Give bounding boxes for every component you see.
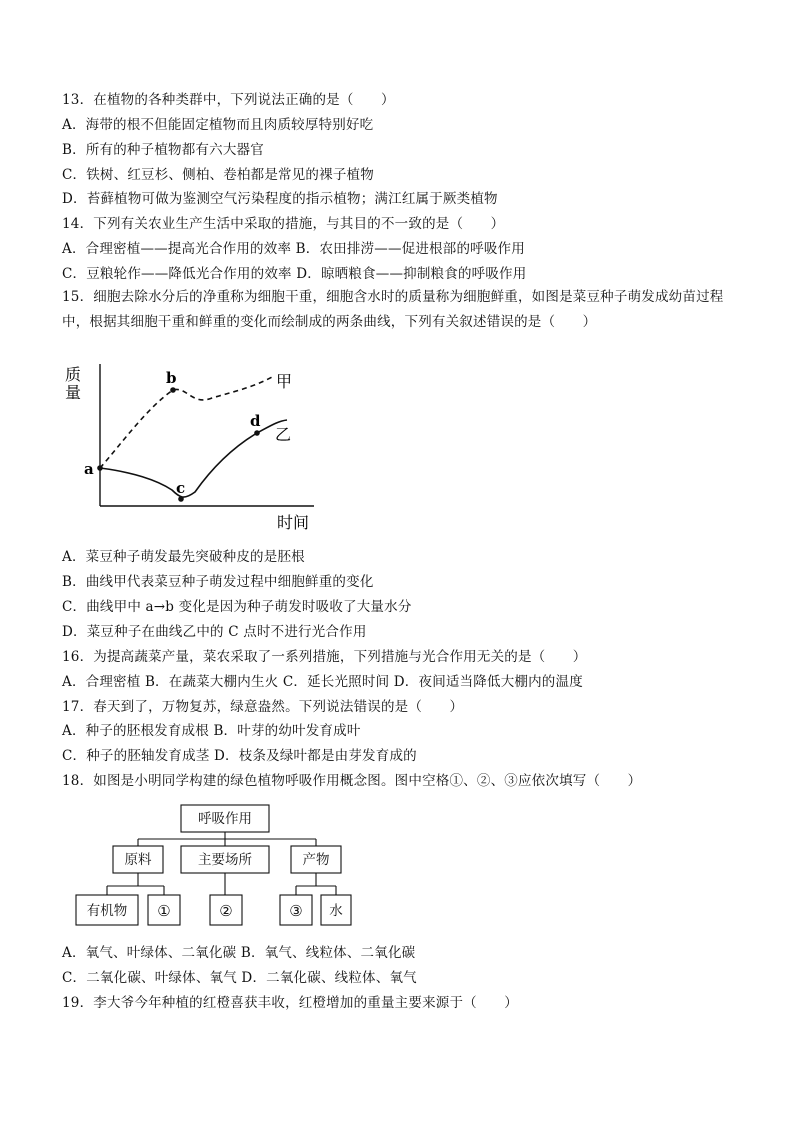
node-products-label: 产物 bbox=[302, 852, 330, 868]
q17-option-cd: C．种子的胚轴发育成茎 D．枝条及绿叶都是由芽发育成的 bbox=[62, 748, 417, 764]
q14-stem: 14．下列有关农业生产生活中采取的措施，与其目的不一致的是（ ） bbox=[62, 216, 505, 232]
leaf-blank-3-label: ③ bbox=[289, 902, 303, 920]
q18-stem: 18．如图是小明同学构建的绿色植物呼吸作用概念图。图中空格①、②、③应依次填写（ ） bbox=[62, 773, 642, 789]
q15-option-d: D．菜豆种子在曲线乙中的 C 点时不进行光合作用 bbox=[62, 624, 367, 640]
q15-figure bbox=[62, 348, 332, 538]
y-axis-label: 质量 bbox=[62, 366, 82, 402]
leaf-organic-matter-label: 有机物 bbox=[86, 903, 128, 919]
q18-concept-diagram bbox=[70, 800, 370, 932]
x-axis-label: 时间 bbox=[277, 513, 310, 532]
node-root-label: 呼吸作用 bbox=[198, 811, 252, 827]
q13-stem: 13．在植物的各种类群中，下列说法正确的是（ ） bbox=[62, 92, 395, 108]
point-a bbox=[97, 465, 103, 471]
series-label-yi: 乙 bbox=[275, 425, 292, 444]
q13-option-b: B．所有的种子植物都有六大器官 bbox=[62, 142, 264, 158]
leaf-water-label: 水 bbox=[329, 903, 343, 919]
q16-options: A．合理密植 B．在蔬菜大棚内生火 C．延长光照时间 D．夜间适当降低大棚内的温度 bbox=[62, 674, 583, 690]
q18-option-cd: C．二氧化碳、叶绿体、氧气 D．二氧化碳、线粒体、氧气 bbox=[62, 970, 417, 986]
q15-option-a: A．菜豆种子萌发最先突破种皮的是胚根 bbox=[62, 549, 305, 565]
q15-stem: 15．细胞去除水分后的净重称为细胞干重，细胞含水时的质量称为细胞鲜重，如图是菜豆种子萌发成幼苗过程中，根据其细胞干重和鲜重的变化而绘制成的两条曲线，下列有关叙述错误的是（ ） bbox=[62, 289, 724, 330]
q17-option-ab: A．种子的胚根发育成根 B．叶芽的幼叶发育成叶 bbox=[62, 723, 361, 739]
label-c: c bbox=[176, 479, 186, 497]
series-line-jia bbox=[100, 376, 274, 468]
series-label-jia: 甲 bbox=[276, 372, 293, 391]
label-b: b bbox=[166, 369, 177, 387]
q15-option-c: C．曲线甲中 a→b 变化是因为种子萌发时吸收了大量水分 bbox=[62, 599, 412, 615]
q15-option-b: B．曲线甲代表菜豆种子萌发过程中细胞鲜重的变化 bbox=[62, 574, 374, 590]
q13-option-d: D．苔藓植物可做为鉴测空气污染程度的指示植物；满江红属于厥类植物 bbox=[62, 191, 498, 207]
node-main-site-label: 主要场所 bbox=[198, 852, 252, 868]
q13-option-a: A．海带的根不但能固定植物而且肉质较厚特别好吃 bbox=[62, 117, 374, 133]
leaf-blank-1-label: ① bbox=[157, 902, 171, 920]
q16-stem: 16．为提高蔬菜产量，菜农采取了一系列措施，下列措施与光合作用无关的是（ ） bbox=[62, 649, 587, 665]
q13-option-c: C．铁树、红豆杉、侧柏、卷柏都是常见的裸子植物 bbox=[62, 167, 374, 183]
label-a: a bbox=[84, 460, 94, 478]
leaf-blank-2-label: ② bbox=[219, 902, 233, 920]
point-c bbox=[178, 496, 184, 502]
q19-stem: 19．李大爷今年种植的红橙喜获丰收，红橙增加的重量主要来源于（ ） bbox=[62, 995, 518, 1011]
node-raw-materials-label: 原料 bbox=[124, 852, 152, 868]
q18-option-ab: A．氧气、叶绿体、二氧化碳 B．氧气、线粒体、二氧化碳 bbox=[62, 945, 416, 961]
point-b bbox=[170, 387, 176, 393]
point-d bbox=[254, 430, 260, 436]
label-d: d bbox=[250, 412, 261, 430]
q17-stem: 17．春天到了，万物复苏，绿意盎然。下列说法错误的是（ ） bbox=[62, 699, 464, 715]
q14-option-cd: C．豆粮轮作——降低光合作用的效率 D．晾晒粮食——抑制粮食的呼吸作用 bbox=[62, 266, 527, 282]
q14-option-ab: A．合理密植——提高光合作用的效率 B．农田排涝——促进根部的呼吸作用 bbox=[62, 241, 525, 257]
